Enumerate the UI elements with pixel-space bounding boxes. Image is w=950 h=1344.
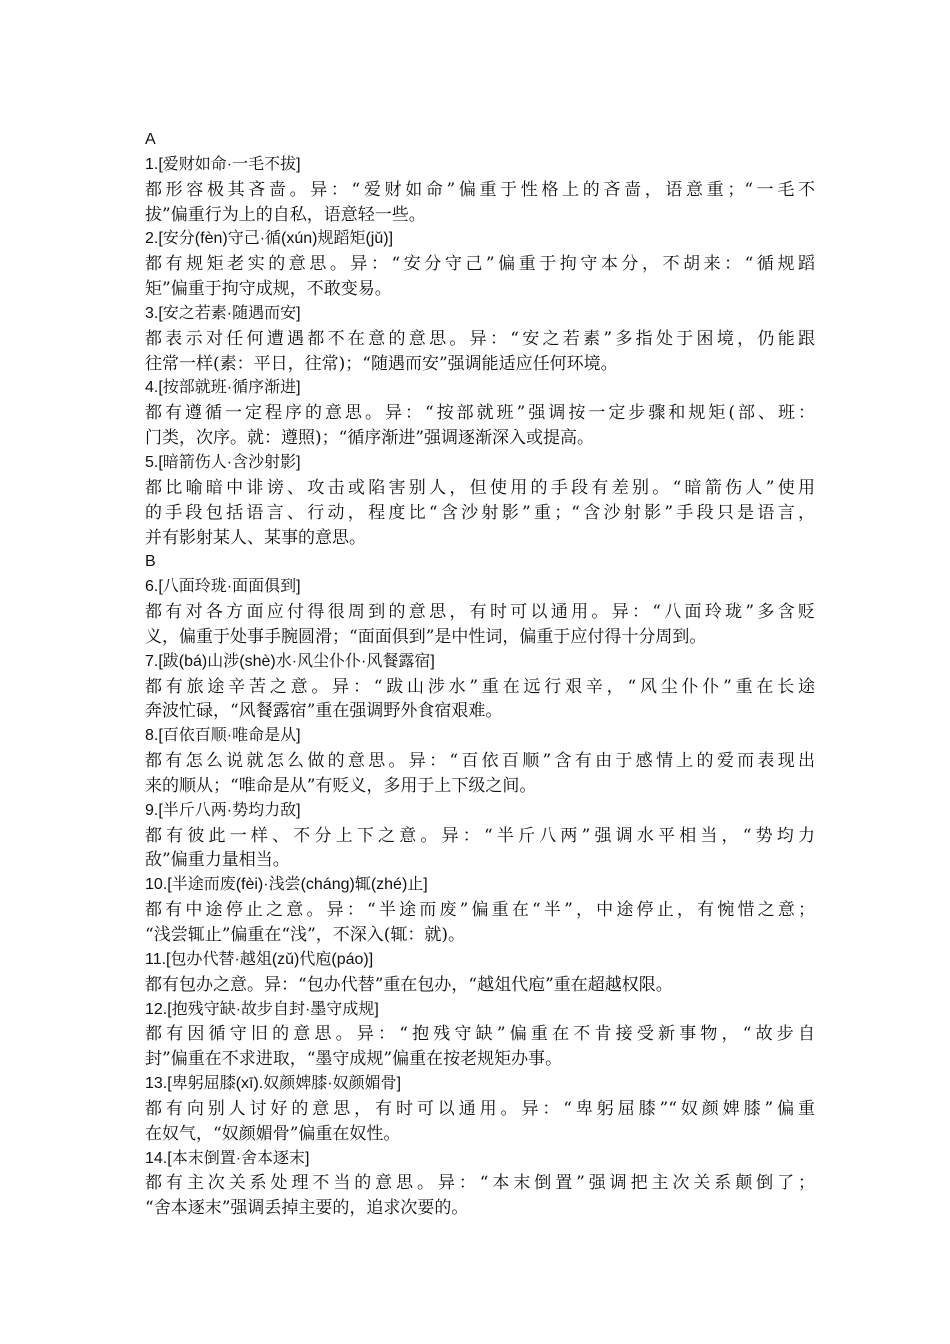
- explanation-text-line: 都比喻暗中诽谤、攻击或陷害别人，但使用的手段有差别。“暗箭伤人”使用: [145, 477, 815, 498]
- explanation-text-line: 都有主次关系处理不当的意思。异：“本末倒置”强调把主次关系颠倒了；: [145, 1173, 815, 1194]
- explanation-text-line: 门类，次序。就：遵照)；“循序渐进”强调逐渐深入或提高。: [145, 428, 595, 449]
- section-heading: B: [145, 553, 156, 571]
- explanation-text-line: 都有旅途辛苦之意。异：“跋山涉水”重在远行艰辛，“风尘仆仆”重在长途: [145, 676, 815, 697]
- idiom-entry-title: 1.[爱财如命·一毛不拔]: [145, 155, 301, 173]
- explanation-text-line: 都有怎么说就怎么做的意思。异：“百依百顺”含有由于感情上的爱而表现出: [145, 751, 815, 772]
- explanation-text-line: 都有彼此一样、不分上下之意。异：“半斤八两”强调水平相当，“势均力: [145, 825, 815, 846]
- explanation-text-line: 都表示对任何遭遇都不在意的意思。异：“安之若素”多指处于困境，仍能跟: [145, 328, 815, 349]
- idiom-entry-title: 8.[百依百顺·唯命是从]: [145, 727, 301, 745]
- explanation-text-line: 都有向别人讨好的意思，有时可以通用。异：“卑躬屈膝”“奴颜婢膝”偏重: [145, 1098, 815, 1119]
- explanation-text-line: 在奴气，“奴颜媚骨”偏重在奴性。: [145, 1123, 401, 1144]
- idiom-entry-title: 12.[抱残守缺·故步自封·墨守成规]: [145, 1000, 379, 1018]
- explanation-text-line: 奔波忙碌，“风餐露宿”重在强调野外食宿艰难。: [145, 701, 503, 722]
- explanation-text-line: 并有影射某人、某事的意思。: [145, 527, 366, 548]
- idiom-entry-title: 7.[跋(bá)山涉(shè)水·风尘仆仆·风餐露宿]: [145, 652, 435, 670]
- idiom-entry-title: 11.[包办代替·越俎(zǔ)代庖(páo)]: [145, 950, 374, 968]
- explanation-text-line: 的手段包括语言、行动，程度比“含沙射影”重；“含沙射影”手段只是语言，: [145, 502, 815, 523]
- section-heading: A: [145, 131, 156, 148]
- idiom-entry-title: 4.[按部就班·循序渐进]: [145, 379, 301, 397]
- explanation-text-line: 都形容极其吝啬。异：“爱财如命”偏重于性格上的吝啬，语意重；“一毛不: [145, 179, 815, 200]
- explanation-text-line: 都有规矩老实的意思。异：“安分守己”偏重于拘守本分，不胡来：“循规蹈: [145, 254, 815, 275]
- explanation-text-line: 来的顺从；“唯命是从”有贬义，多用于上下级之间。: [145, 775, 537, 796]
- idiom-entry-title: 14.[本末倒置·舍本逐末]: [145, 1149, 310, 1167]
- explanation-text-line: 都有包办之意。异：“包办代替”重在包办，“越俎代庖”重在超越权限。: [145, 974, 673, 995]
- idiom-entry-title: 13.[卑躬屈膝(xī).奴颜婢膝·奴颜媚骨]: [145, 1075, 402, 1093]
- idiom-entry-title: 2.[安分(fèn)守己·循(xún)规蹈矩(jǔ)]: [145, 230, 394, 248]
- explanation-text-line: “舍本逐末”强调丢掉主要的，追求次要的。: [145, 1198, 469, 1219]
- idiom-entry-title: 5.[暗箭伤人·含沙射影]: [145, 453, 301, 471]
- explanation-text-line: 都有遵循一定程序的意思。异：“按部就班”强调按一定步骤和规矩(部、班：: [145, 403, 815, 424]
- explanation-text-line: 拔”偏重行为上的自私，语意轻一些。: [145, 204, 426, 225]
- idiom-entry-title: 3.[安之若素·随遇而安]: [145, 304, 301, 322]
- idiom-entry-title: 6.[八面玲珑·面面俱到]: [145, 578, 301, 596]
- explanation-text-line: 往常一样(素：平日，往常)；“随遇而安”强调能适应任何环境。: [145, 353, 618, 374]
- explanation-text-line: “浅尝辄止”偏重在“浅”，不深入(辄：就)。: [145, 925, 466, 945]
- explanation-text-line: 义，偏重于处事手腕圆滑；“面面俱到”是中性词，偏重于应付得十分周到。: [145, 626, 707, 647]
- document-page: [145, 128, 815, 1221]
- idiom-entry-title: 9.[半斤八两·势均力敌]: [145, 801, 301, 819]
- explanation-text-line: 封”偏重在不求进取，“墨守成规”偏重在按老规矩办事。: [145, 1049, 563, 1070]
- idiom-entry-title: 10.[半途而废(fèi)·浅尝(cháng)辄(zhé)止]: [145, 876, 428, 894]
- explanation-text-line: 都有因循守旧的意思。异：“抱残守缺”偏重在不肯接受新事物，“故步自: [145, 1024, 815, 1045]
- explanation-text-line: 矩”偏重于拘守成规，不敢变易。: [145, 279, 392, 300]
- explanation-text-line: 敌”偏重力量相当。: [145, 850, 290, 871]
- explanation-text-line: 都有对各方面应付得很周到的意思，有时可以通用。异：“八面玲珑”多含贬: [145, 602, 815, 623]
- explanation-text-line: 都有中途停止之意。异：“半途而废”偏重在“半”，中途停止，有惋惜之意；: [145, 900, 815, 921]
